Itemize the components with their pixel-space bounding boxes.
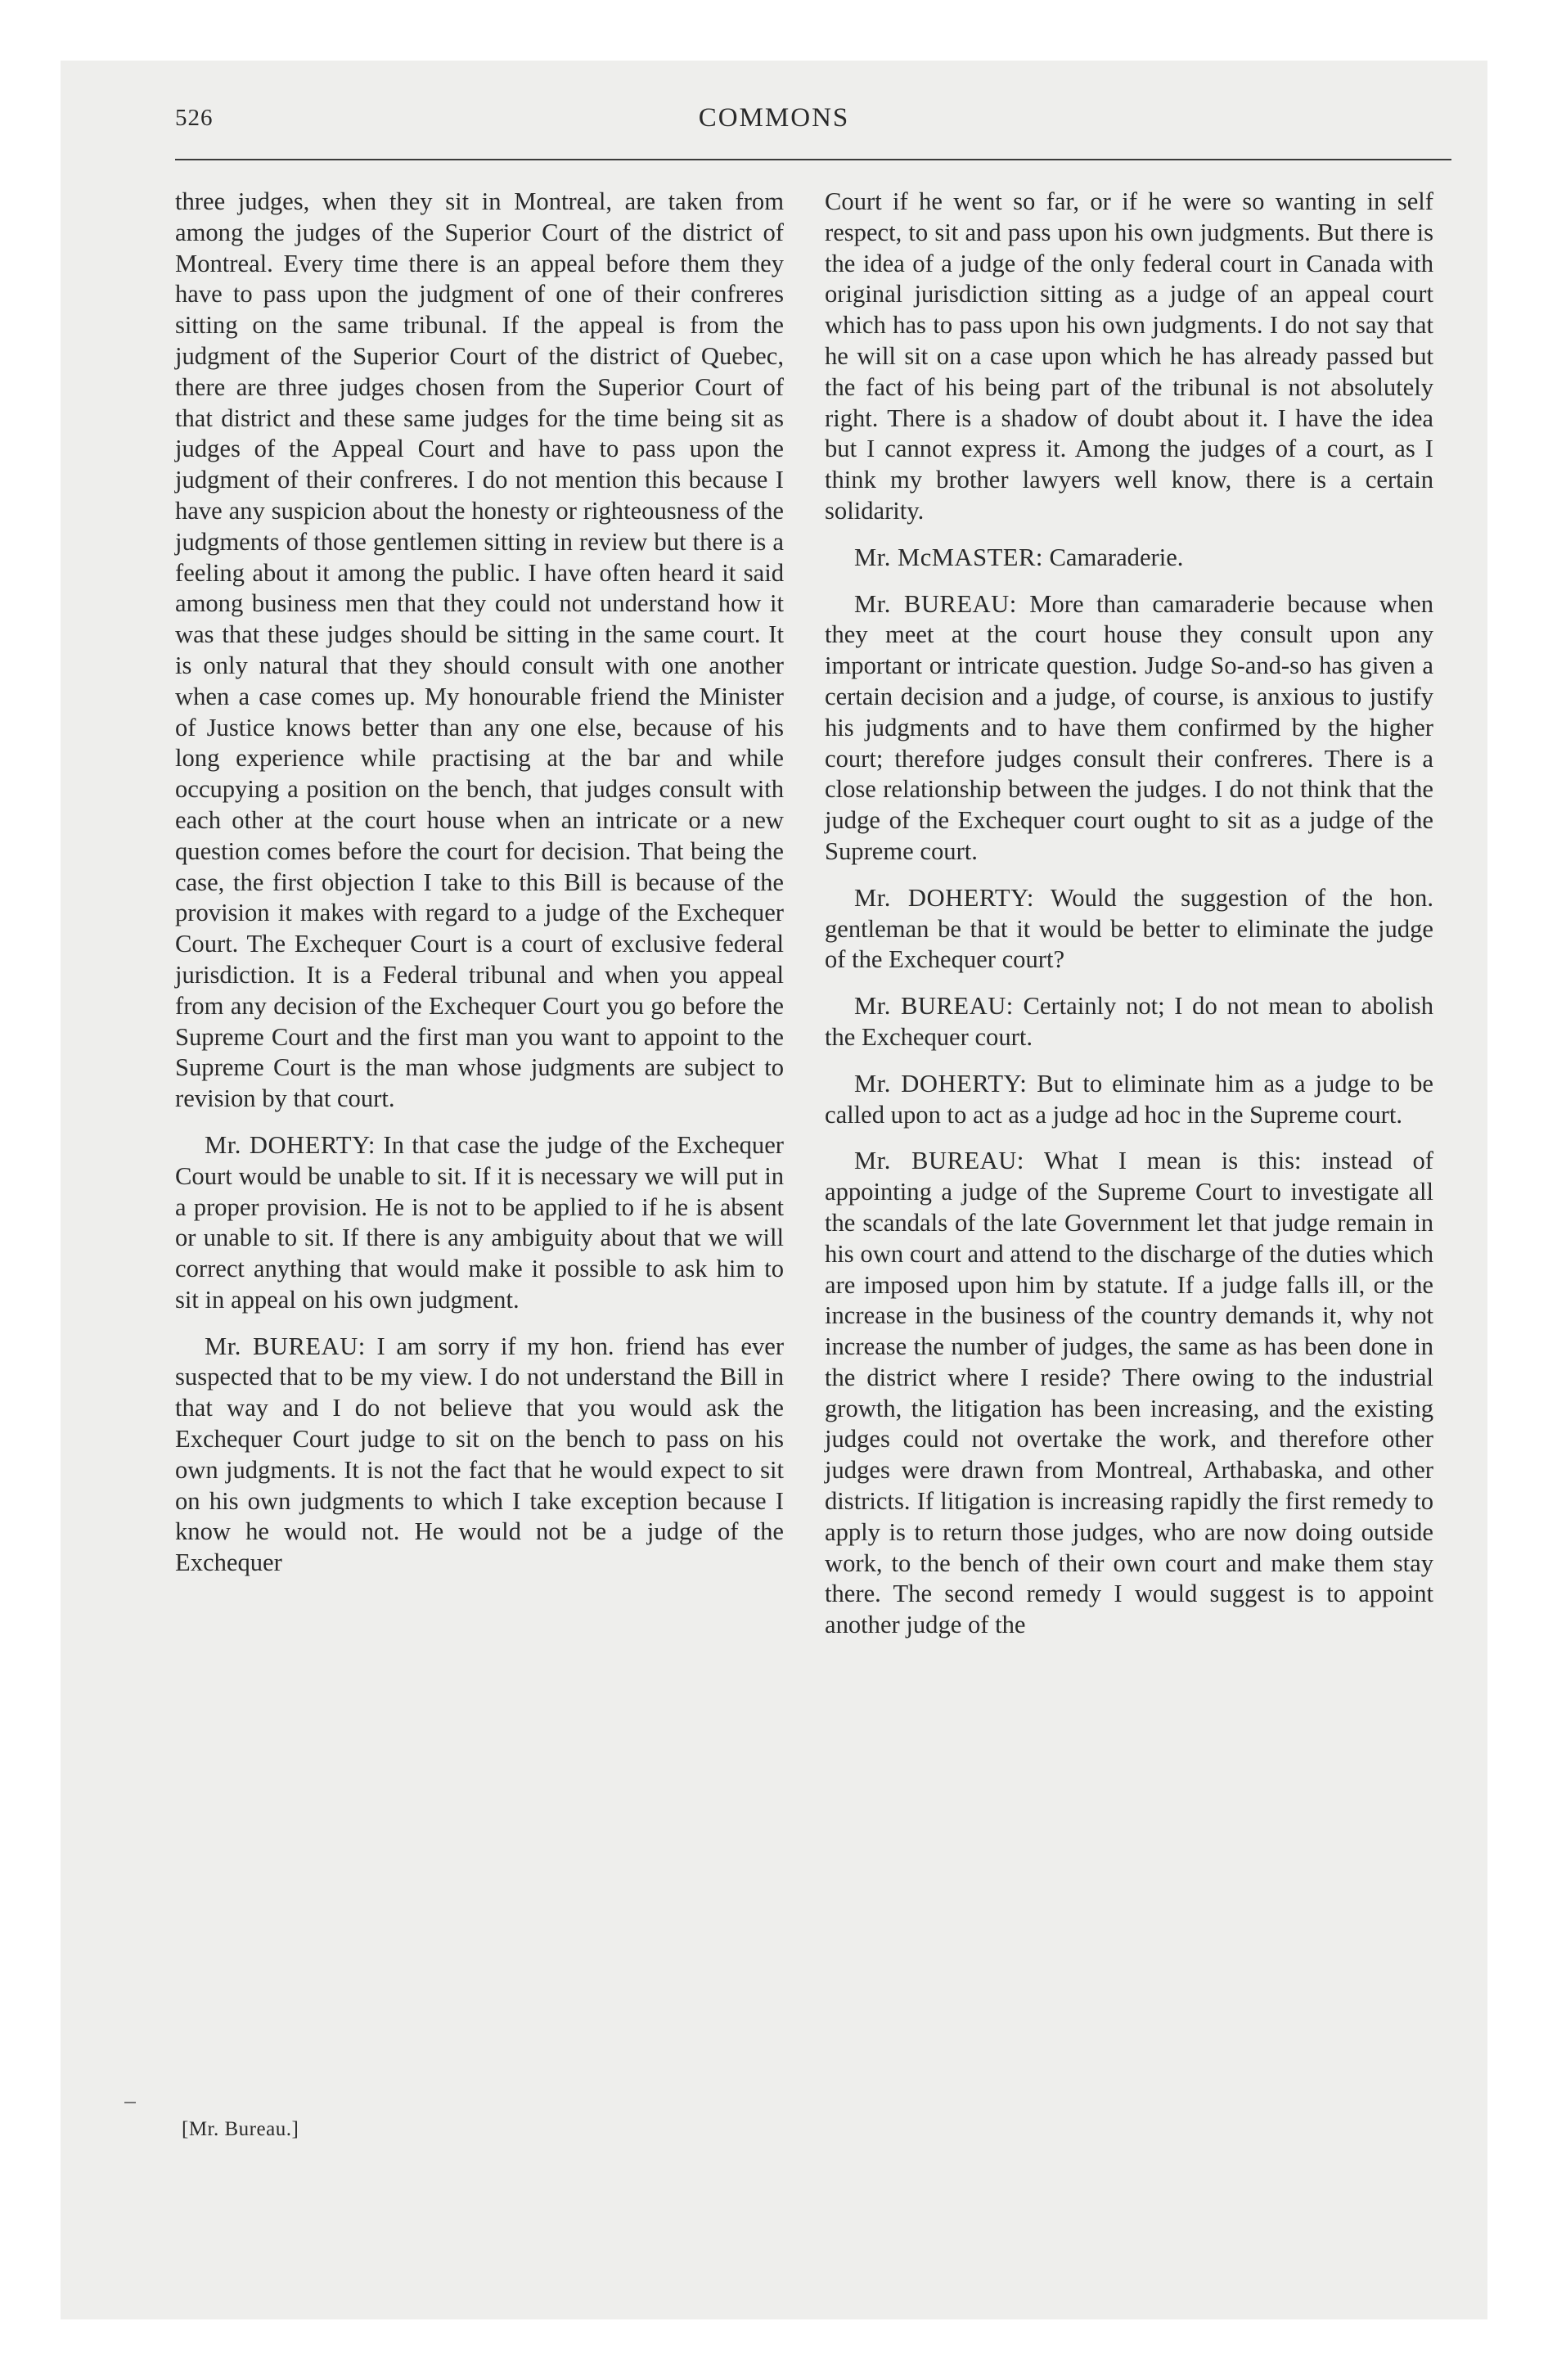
speech-text: What I mean is this: instead of appointing a judge of the Supreme Court to investigate all the scandals of the late Government let that judge remain in his own court and attend to the discharge of the duties which are imposed upon him by statute. If a judge falls ill, or the increase in the business of the country demands it, why not increase the number of judges, the same as has been done in the district where I reside? There owing to the industrial growth, the litigation has been increasing, and the existing judges could not overtake the work, and therefore other judges were drawn from Montreal, Arthabaska, and other districts. If litigation is increasing rapidly the first remedy to apply is to return those judges, who are now doing outside work, to the bench of their own court and make them stay there. The second remedy I would suggest is to appoint another judge of the xyxy=(825,1147,1434,1639)
speech-text: I am sorry if my hon. friend has ever suspected that to be my view. I do not understand the Bill in that way and I do not believe that you would ask the Exchequer Court judge to sit on the bench to pass on his own judgments. It is not the fact that he would expect to sit on his own judgments to which I take exception because I know he would not. He would not be a judge of the Exchequer xyxy=(175,1332,785,1577)
footer-speaker-reference: [Mr. Bureau.] xyxy=(182,2118,299,2140)
right-paragraph-6 xyxy=(825,1069,1433,1131)
speaker-name: Mr. BUREAU: xyxy=(854,1147,1024,1175)
speaker-name: Mr. BUREAU: xyxy=(854,992,1014,1021)
speech-text: Would the suggestion of the hon. gentleman be that it would be better to eliminate the judge of the Exchequer court? xyxy=(825,883,1433,974)
speaker-name: Mr. BUREAU: xyxy=(854,589,1017,618)
speaker-name: Mr. DOHERTY: xyxy=(854,883,1034,912)
left-paragraph-3 xyxy=(175,1332,784,1579)
speech-text: Certainly not; I do not mean to abolish the Exchequer court. xyxy=(825,992,1433,1051)
speech-text: In that case the judge of the Exchequer Court would be unable to sit. If it is necessary we will put in a proper provision. He is not to be applied to if he is absent or unable to sit. If there is any ambiguity about that we will correct anything that would make it possible to ask him to sit in appeal on his own judgment. xyxy=(175,1130,784,1314)
running-title: COMMONS xyxy=(698,103,850,133)
right-paragraph-1: Court if he went so far, or if he were so wanting in self respect, to sit and pass upon his own judgments. But there is the idea of a judge of the only federal court in Canada with original jurisdiction sitting as a judge of an appeal court which has to pass upon his own judgments. I do not say that he will sit on a case upon which he has already passed but the fact of his being part of the tribunal is not absolutely right. There is a shadow of doubt about it. I have the idea but I cannot express it. Among the judges of a court, as I think my brother lawyers well know, there is a certain solidarity. xyxy=(825,187,1433,525)
speaker-name: Mr. DOHERTY: xyxy=(205,1130,376,1159)
left-paragraph-1: three judges, when they sit in Montreal, are taken from among the judges of the Superior Court of the district of Montreal. Every time there is an appeal before them they have to pass upon the judgment of one of their confreres sitting on the same tribunal. If the appeal is from the judgment of the Superior Court of the district of Quebec, there are three judges chosen from the Superior Court of that district and these same judges for the time being sit as judges of the Appeal Court and have to pass upon the judgment of their confreres. I do not mention this because I have any suspicion about the honesty or righteousness of the judgments of those gentlemen sitting in review but there is a feeling about it among the public. I have often heard it said among business men that they could not understand how it was that these judges should be sitting in the same court. It is only natural that they should consult with one another when a case comes up. My honourable friend the Minister of Justice knows better than any one else, because of his long experience while practising at the bar and while occupying a position on the bench, that judges consult with each other at the court house when an intricate or a new question comes before the court for decision. That being the case, the first objection I take to this Bill is because of the provision it makes with regard to a judge of the Exchequer Court. The Exchequer Court is a court of exclusive federal jurisdiction. It is a Federal tribunal and when you appeal from any decision of the Exchequer Court you go before the Supreme Court and the first man you want to appoint to the Supreme Court is the man whose judgments are subject to revision by that court. xyxy=(175,187,784,1113)
speaker-name: Mr. McMASTER: xyxy=(854,543,1043,571)
left-paragraph-2 xyxy=(175,1130,784,1316)
header-rule xyxy=(175,159,1451,160)
speech-text: But to eliminate him as a judge to be called upon to act as a judge ad hoc in the Supreme court. xyxy=(825,1069,1433,1129)
right-paragraph-4 xyxy=(825,883,1433,976)
speaker-name: Mr. DOHERTY: xyxy=(854,1069,1028,1098)
speech-text: Camaraderie. xyxy=(1049,543,1184,571)
right-paragraph-3 xyxy=(825,589,1433,868)
page-number: 526 xyxy=(175,105,214,131)
speech-text: More than camaraderie because when they meet at the court house they consult upon any important or intricate question. Judge So-and-so has given a certain decision and a judge, of course, is anxious to justify his judgments and to have them confirmed by the higher court; therefore judges consult their confreres. There is a close relationship between the judges. I do not think that the judge of the Exchequer court ought to sit as a judge of the Supreme court. xyxy=(825,589,1434,865)
margin-mark xyxy=(124,2102,136,2103)
left-column xyxy=(175,187,784,1579)
right-paragraph-2 xyxy=(825,543,1433,574)
right-column xyxy=(825,187,1433,1641)
right-paragraph-5 xyxy=(825,991,1433,1053)
speaker-name: Mr. BUREAU: xyxy=(205,1332,366,1360)
right-paragraph-7 xyxy=(825,1146,1433,1641)
